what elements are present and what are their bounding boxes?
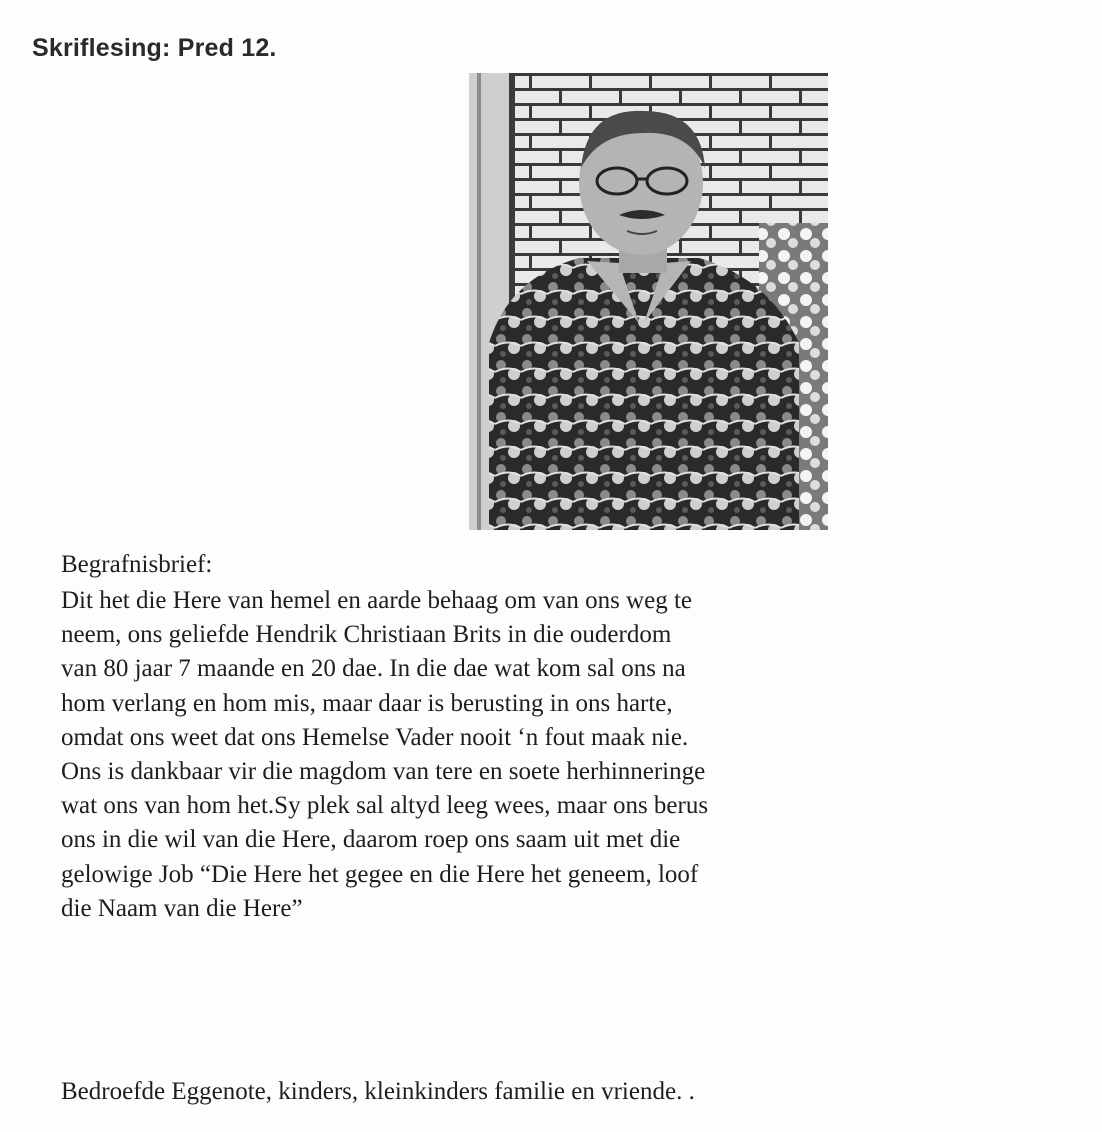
letter-line: ons in die wil van die Here, daarom roep ons saam uit met die [61, 826, 681, 854]
funeral-letter-label: Begrafnisbrief: [61, 551, 213, 578]
letter-line: wat ons van hom het.Sy plek sal altyd leeg wees, maar ons berus [61, 792, 709, 820]
scripture-reading-heading: Skriflesing: Pred 12. [32, 34, 277, 62]
letter-line: neem, ons geliefde Hendrik Christiaan Brits in die ouderdom [61, 621, 672, 649]
letter-line: gelowige Job “Die Here het gegee en die Here het geneem, loof [61, 860, 699, 888]
letter-line: hom verlang en hom mis, maar daar is berusting in ons harte, [61, 689, 673, 717]
letter-line: die Naam van die Here” [61, 894, 303, 922]
letter-line: van 80 jaar 7 maande en 20 dae. In die dae wat kom sal ons na [61, 655, 686, 683]
funeral-letter [61, 548, 1071, 926]
letter-line: Dit het die Here van hemel en aarde behaag om van ons weg te [61, 587, 692, 614]
portrait-photo-icon [469, 73, 828, 530]
letter-line: omdat ons weet dat ons Hemelse Vader nooit ‘n fout maak nie. [61, 723, 689, 751]
letter-signoff: Bedroefde Eggenote, kinders, kleinkinders familie en vriende. . [61, 1078, 695, 1105]
portrait-photo [469, 73, 828, 530]
letter-line: Ons is dankbaar vir die magdom van tere en soete herhinneringe [61, 758, 706, 786]
